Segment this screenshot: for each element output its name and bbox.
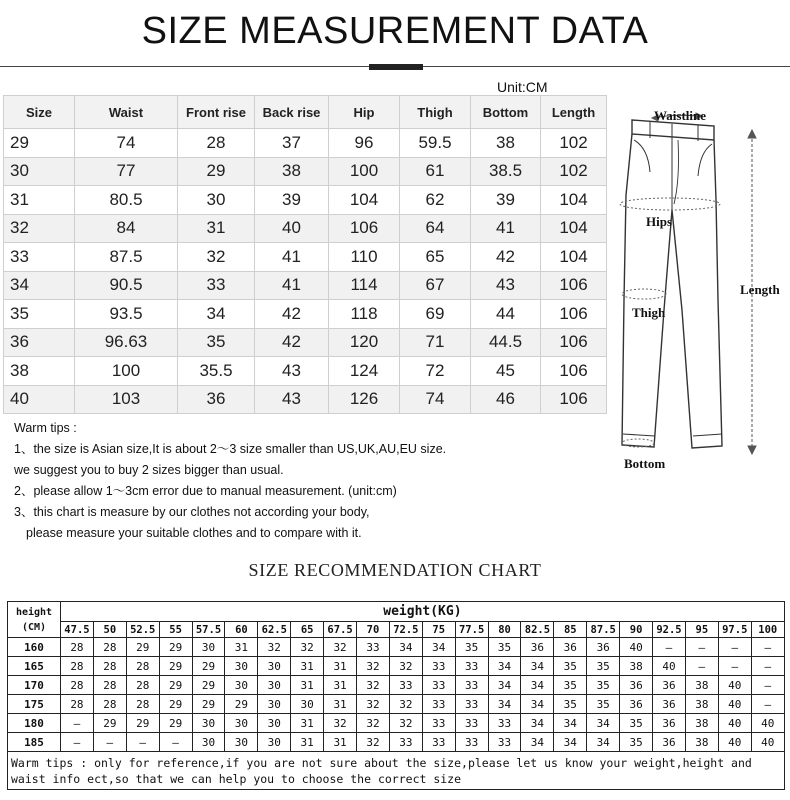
measurement-cell: 43: [255, 357, 329, 386]
size-cell: 28: [93, 638, 126, 657]
measurement-cell: 114: [329, 271, 400, 300]
size-cell: 30: [258, 695, 291, 714]
measurement-cell: 106: [541, 385, 607, 414]
size-cell: 34: [554, 714, 587, 733]
size-cell: 29: [159, 657, 192, 676]
measurement-body: [4, 129, 607, 414]
size-cell: —: [718, 657, 751, 676]
size-cell: 38: [620, 657, 653, 676]
size-cell: 29: [192, 657, 225, 676]
size-cell: 35: [620, 733, 653, 752]
size-cell: 28: [61, 676, 94, 695]
size-cell: 33: [422, 733, 455, 752]
size-cell: 40: [751, 733, 784, 752]
size-cell: 34: [587, 714, 620, 733]
measurement-cell: 43: [255, 385, 329, 414]
size-cell: 28: [93, 657, 126, 676]
size-cell: 33: [389, 676, 422, 695]
size-cell: 30: [192, 638, 225, 657]
size-cell: 33: [455, 676, 488, 695]
tip-line: 2、please allow 1～3cm error due to manual measurement. (unit:cm): [14, 484, 397, 498]
size-cell: 28: [126, 676, 159, 695]
measurement-cell: 45: [471, 357, 541, 386]
measurement-cell: 61: [400, 157, 471, 186]
measurement-cell: 38: [255, 157, 329, 186]
height-header-unit: (CM): [21, 621, 47, 633]
size-cell: —: [685, 657, 718, 676]
size-cell: 29: [159, 638, 192, 657]
size-cell: 29: [159, 695, 192, 714]
measurement-cell: 62: [400, 186, 471, 215]
height-cell: 170: [8, 676, 61, 695]
size-cell: 31: [291, 657, 324, 676]
size-cell: 36: [653, 733, 686, 752]
tip-line: 3、this chart is measure by our clothes not according your body,: [14, 505, 370, 519]
measurement-cell: 38.5: [471, 157, 541, 186]
size-cell: —: [718, 638, 751, 657]
size-cell: 33: [455, 695, 488, 714]
weight-cell: 72.5: [389, 622, 422, 638]
size-cell: —: [159, 733, 192, 752]
size-cell: 36: [653, 676, 686, 695]
recommendation-note-row: [8, 752, 785, 790]
size-cell: 32: [389, 714, 422, 733]
size-cell: 29: [93, 714, 126, 733]
table-row: [8, 676, 785, 695]
table-row: [8, 695, 785, 714]
tip-line: 1、the size is Asian size,It is about 2～3 size smaller than US,UK,AU,EU size.: [14, 442, 447, 456]
weight-cell: 70: [357, 622, 390, 638]
size-cell: 30: [4, 157, 75, 186]
size-cell: 38: [685, 733, 718, 752]
size-cell: 35: [488, 638, 521, 657]
weight-cell: 92.5: [653, 622, 686, 638]
unit-label: Unit:CM: [497, 79, 548, 95]
size-cell: 35: [554, 676, 587, 695]
header-back-rise: Back rise: [255, 96, 329, 129]
height-cell: 165: [8, 657, 61, 676]
table-row: [8, 657, 785, 676]
size-cell: 38: [4, 357, 75, 386]
measurement-cell: 103: [75, 385, 178, 414]
size-cell: 28: [93, 676, 126, 695]
size-cell: 29: [192, 695, 225, 714]
size-cell: 35: [554, 657, 587, 676]
table-row: [4, 300, 607, 329]
weight-cell: 95: [685, 622, 718, 638]
measurement-cell: 29: [178, 157, 255, 186]
size-cell: 36: [554, 638, 587, 657]
tips-heading: Warm tips :: [14, 421, 77, 435]
recommendation-body: [8, 602, 785, 790]
bottom-label: Bottom: [624, 456, 666, 471]
measurement-cell: 80.5: [75, 186, 178, 215]
tip-line: we suggest you to buy 2 sizes bigger than usual.: [14, 463, 284, 477]
height-cell: 175: [8, 695, 61, 714]
measurement-cell: 37: [255, 129, 329, 158]
size-cell: 34: [521, 695, 554, 714]
measurement-cell: 96.63: [75, 328, 178, 357]
recommendation-header-row: [8, 602, 785, 622]
table-row: [8, 714, 785, 733]
measurement-cell: 120: [329, 328, 400, 357]
measurement-cell: 106: [541, 271, 607, 300]
measurement-cell: 31: [178, 214, 255, 243]
recommendation-note: Warm tips : only for reference,if you are not sure about the size,please let us know your weight,height and waist info ect,so that we can help you to choose the correct size: [8, 752, 785, 790]
size-cell: 29: [225, 695, 258, 714]
measurement-cell: 41: [255, 243, 329, 272]
size-cell: 35: [587, 695, 620, 714]
size-cell: 32: [258, 638, 291, 657]
tip-line: please measure your suitable clothes and to compare with it.: [26, 526, 362, 540]
size-cell: 30: [258, 714, 291, 733]
size-cell: 32: [357, 695, 390, 714]
weight-cell: 97.5: [718, 622, 751, 638]
size-cell: —: [126, 733, 159, 752]
size-cell: 36: [587, 638, 620, 657]
measurement-cell: 35.5: [178, 357, 255, 386]
weight-cell: 87.5: [587, 622, 620, 638]
size-cell: 33: [357, 638, 390, 657]
measurement-header-row: [4, 96, 607, 129]
size-cell: 29: [4, 129, 75, 158]
size-cell: 31: [324, 676, 357, 695]
size-cell: 33: [455, 733, 488, 752]
size-cell: 35: [554, 695, 587, 714]
title-accent-bar: [369, 64, 423, 70]
size-cell: 33: [422, 714, 455, 733]
size-recommendation-table: [7, 601, 785, 790]
measurement-cell: 104: [541, 214, 607, 243]
size-cell: 28: [61, 657, 94, 676]
size-cell: 28: [126, 657, 159, 676]
weight-cell: 62.5: [258, 622, 291, 638]
size-cell: 35: [4, 300, 75, 329]
measurement-cell: 93.5: [75, 300, 178, 329]
height-cell: 160: [8, 638, 61, 657]
weight-cell: 82.5: [521, 622, 554, 638]
measurement-cell: 64: [400, 214, 471, 243]
pants-diagram: [612, 100, 790, 480]
table-row: [4, 243, 607, 272]
size-cell: 34: [587, 733, 620, 752]
size-cell: —: [751, 676, 784, 695]
size-cell: 38: [685, 676, 718, 695]
warm-tips: [14, 418, 604, 544]
measurement-cell: 39: [471, 186, 541, 215]
size-cell: 34: [521, 657, 554, 676]
size-cell: 30: [192, 714, 225, 733]
measurement-cell: 90.5: [75, 271, 178, 300]
measurement-cell: 35: [178, 328, 255, 357]
size-cell: 30: [258, 657, 291, 676]
size-cell: 36: [653, 695, 686, 714]
size-cell: 40: [620, 638, 653, 657]
weight-cell: 67.5: [324, 622, 357, 638]
measurement-cell: 102: [541, 157, 607, 186]
weight-cell: 75: [422, 622, 455, 638]
size-cell: 33: [488, 733, 521, 752]
weight-cell: 77.5: [455, 622, 488, 638]
size-cell: 32: [389, 695, 422, 714]
size-cell: 36: [4, 328, 75, 357]
size-cell: 31: [4, 186, 75, 215]
size-cell: 28: [126, 695, 159, 714]
size-cell: 31: [225, 638, 258, 657]
header-bottom: Bottom: [471, 96, 541, 129]
size-cell: 30: [225, 676, 258, 695]
weight-cell: 47.5: [61, 622, 94, 638]
size-cell: 33: [422, 676, 455, 695]
height-header-label: height: [15, 606, 53, 618]
measurement-cell: 106: [541, 328, 607, 357]
measurement-cell: 106: [329, 214, 400, 243]
measurement-cell: 100: [329, 157, 400, 186]
size-cell: 35: [455, 638, 488, 657]
size-cell: 35: [620, 714, 653, 733]
size-cell: 40: [718, 714, 751, 733]
measurement-cell: 71: [400, 328, 471, 357]
measurement-cell: 100: [75, 357, 178, 386]
measurement-cell: 42: [255, 300, 329, 329]
size-cell: 28: [61, 638, 94, 657]
size-cell: 34: [389, 638, 422, 657]
measurement-cell: 126: [329, 385, 400, 414]
measurement-cell: 72: [400, 357, 471, 386]
size-cell: 28: [93, 695, 126, 714]
header-waist: Waist: [75, 96, 178, 129]
size-cell: 33: [455, 714, 488, 733]
table-row: [4, 271, 607, 300]
header-front-rise: Front rise: [178, 96, 255, 129]
measurement-cell: 77: [75, 157, 178, 186]
size-cell: 33: [422, 695, 455, 714]
measurement-cell: 43: [471, 271, 541, 300]
size-cell: 34: [521, 733, 554, 752]
measurement-cell: 104: [541, 243, 607, 272]
measurement-cell: 42: [471, 243, 541, 272]
size-cell: 32: [324, 714, 357, 733]
measurement-cell: 41: [255, 271, 329, 300]
table-row: [8, 733, 785, 752]
measurement-cell: 39: [255, 186, 329, 215]
height-cell: 185: [8, 733, 61, 752]
measurement-cell: 38: [471, 129, 541, 158]
size-cell: —: [61, 733, 94, 752]
measurement-cell: 34: [178, 300, 255, 329]
measurement-cell: 106: [541, 357, 607, 386]
height-header: [8, 602, 61, 638]
measurement-cell: 33: [178, 271, 255, 300]
weight-header: weight(KG): [61, 602, 785, 622]
thigh-label: Thigh: [632, 305, 666, 320]
size-cell: 32: [324, 638, 357, 657]
measurement-cell: 44.5: [471, 328, 541, 357]
size-cell: 30: [225, 657, 258, 676]
table-row: [4, 385, 607, 414]
size-cell: 36: [620, 676, 653, 695]
size-cell: 29: [159, 676, 192, 695]
size-cell: 40: [718, 733, 751, 752]
measurement-cell: 124: [329, 357, 400, 386]
size-measurement-table: [3, 95, 607, 414]
size-cell: —: [61, 714, 94, 733]
measurement-cell: 84: [75, 214, 178, 243]
measurement-cell: 59.5: [400, 129, 471, 158]
header-size: Size: [4, 96, 75, 129]
size-cell: 30: [258, 733, 291, 752]
measurement-cell: 32: [178, 243, 255, 272]
table-row: [4, 328, 607, 357]
measurement-cell: 96: [329, 129, 400, 158]
size-cell: 36: [620, 695, 653, 714]
size-cell: 32: [357, 676, 390, 695]
size-cell: 29: [126, 638, 159, 657]
table-row: [4, 186, 607, 215]
size-cell: 34: [554, 733, 587, 752]
size-cell: —: [751, 695, 784, 714]
size-cell: 34: [488, 657, 521, 676]
measurement-cell: 118: [329, 300, 400, 329]
measurement-cell: 102: [541, 129, 607, 158]
header-thigh: Thigh: [400, 96, 471, 129]
weight-cell: 52.5: [126, 622, 159, 638]
size-cell: —: [653, 638, 686, 657]
weight-cell: 60: [225, 622, 258, 638]
size-cell: 34: [488, 676, 521, 695]
measurement-cell: 40: [255, 214, 329, 243]
waistline-label: Waistline: [654, 108, 707, 123]
size-cell: 33: [422, 657, 455, 676]
height-cell: 180: [8, 714, 61, 733]
size-cell: 33: [4, 243, 75, 272]
table-row: [4, 157, 607, 186]
measurement-cell: 46: [471, 385, 541, 414]
size-cell: 38: [685, 714, 718, 733]
header-hip: Hip: [329, 96, 400, 129]
measurement-cell: 104: [329, 186, 400, 215]
measurement-cell: 87.5: [75, 243, 178, 272]
weight-cell: 90: [620, 622, 653, 638]
size-cell: 35: [587, 657, 620, 676]
measurement-cell: 30: [178, 186, 255, 215]
size-cell: 30: [258, 676, 291, 695]
size-cell: 30: [192, 733, 225, 752]
size-cell: 36: [653, 714, 686, 733]
weight-cell: 55: [159, 622, 192, 638]
size-cell: 34: [4, 271, 75, 300]
measurement-cell: 28: [178, 129, 255, 158]
table-row: [4, 357, 607, 386]
size-cell: 40: [653, 657, 686, 676]
size-cell: 30: [225, 714, 258, 733]
size-cell: 40: [4, 385, 75, 414]
measurement-cell: 69: [400, 300, 471, 329]
measurement-cell: 74: [75, 129, 178, 158]
size-cell: 29: [159, 714, 192, 733]
hips-label: Hips: [646, 214, 673, 229]
size-cell: 40: [718, 676, 751, 695]
measurement-cell: 65: [400, 243, 471, 272]
size-cell: 40: [718, 695, 751, 714]
size-cell: 32: [357, 733, 390, 752]
size-cell: 30: [225, 733, 258, 752]
size-cell: —: [93, 733, 126, 752]
size-cell: 31: [291, 733, 324, 752]
size-cell: 38: [685, 695, 718, 714]
page-title: SIZE MEASUREMENT DATA: [141, 10, 649, 52]
size-cell: 32: [357, 657, 390, 676]
size-cell: 32: [357, 714, 390, 733]
size-cell: 32: [4, 214, 75, 243]
size-cell: 35: [587, 676, 620, 695]
size-cell: 36: [521, 638, 554, 657]
size-cell: 31: [324, 657, 357, 676]
measurement-cell: 36: [178, 385, 255, 414]
size-cell: 31: [324, 733, 357, 752]
measurement-cell: 67: [400, 271, 471, 300]
measurement-cell: 104: [541, 186, 607, 215]
table-row: [4, 214, 607, 243]
measurement-cell: 41: [471, 214, 541, 243]
size-cell: 32: [291, 638, 324, 657]
weight-cell: 50: [93, 622, 126, 638]
size-cell: 29: [192, 676, 225, 695]
table-row: [4, 129, 607, 158]
measurement-cell: 110: [329, 243, 400, 272]
weight-cell: 80: [488, 622, 521, 638]
size-cell: 31: [291, 714, 324, 733]
size-cell: 31: [291, 676, 324, 695]
size-cell: 32: [389, 657, 422, 676]
size-cell: —: [751, 638, 784, 657]
recommendation-title: SIZE RECOMMENDATION CHART: [248, 560, 542, 580]
size-cell: 31: [324, 695, 357, 714]
measurement-cell: 42: [255, 328, 329, 357]
header-length: Length: [541, 96, 607, 129]
size-cell: 34: [521, 676, 554, 695]
size-cell: 33: [455, 657, 488, 676]
size-cell: 34: [488, 695, 521, 714]
measurement-cell: 106: [541, 300, 607, 329]
size-cell: 33: [389, 733, 422, 752]
size-cell: 28: [61, 695, 94, 714]
size-cell: 34: [521, 714, 554, 733]
weight-cell: 57.5: [192, 622, 225, 638]
length-label: Length: [740, 282, 780, 297]
size-cell: 40: [751, 714, 784, 733]
table-row: [8, 638, 785, 657]
size-cell: 29: [126, 714, 159, 733]
size-cell: 30: [291, 695, 324, 714]
weights-row: [8, 622, 785, 638]
weight-cell: 85: [554, 622, 587, 638]
measurement-cell: 74: [400, 385, 471, 414]
measurement-cell: 44: [471, 300, 541, 329]
size-cell: —: [751, 657, 784, 676]
size-cell: 34: [422, 638, 455, 657]
weight-cell: 65: [291, 622, 324, 638]
size-cell: 33: [488, 714, 521, 733]
weight-cell: 100: [751, 622, 784, 638]
size-cell: —: [685, 638, 718, 657]
